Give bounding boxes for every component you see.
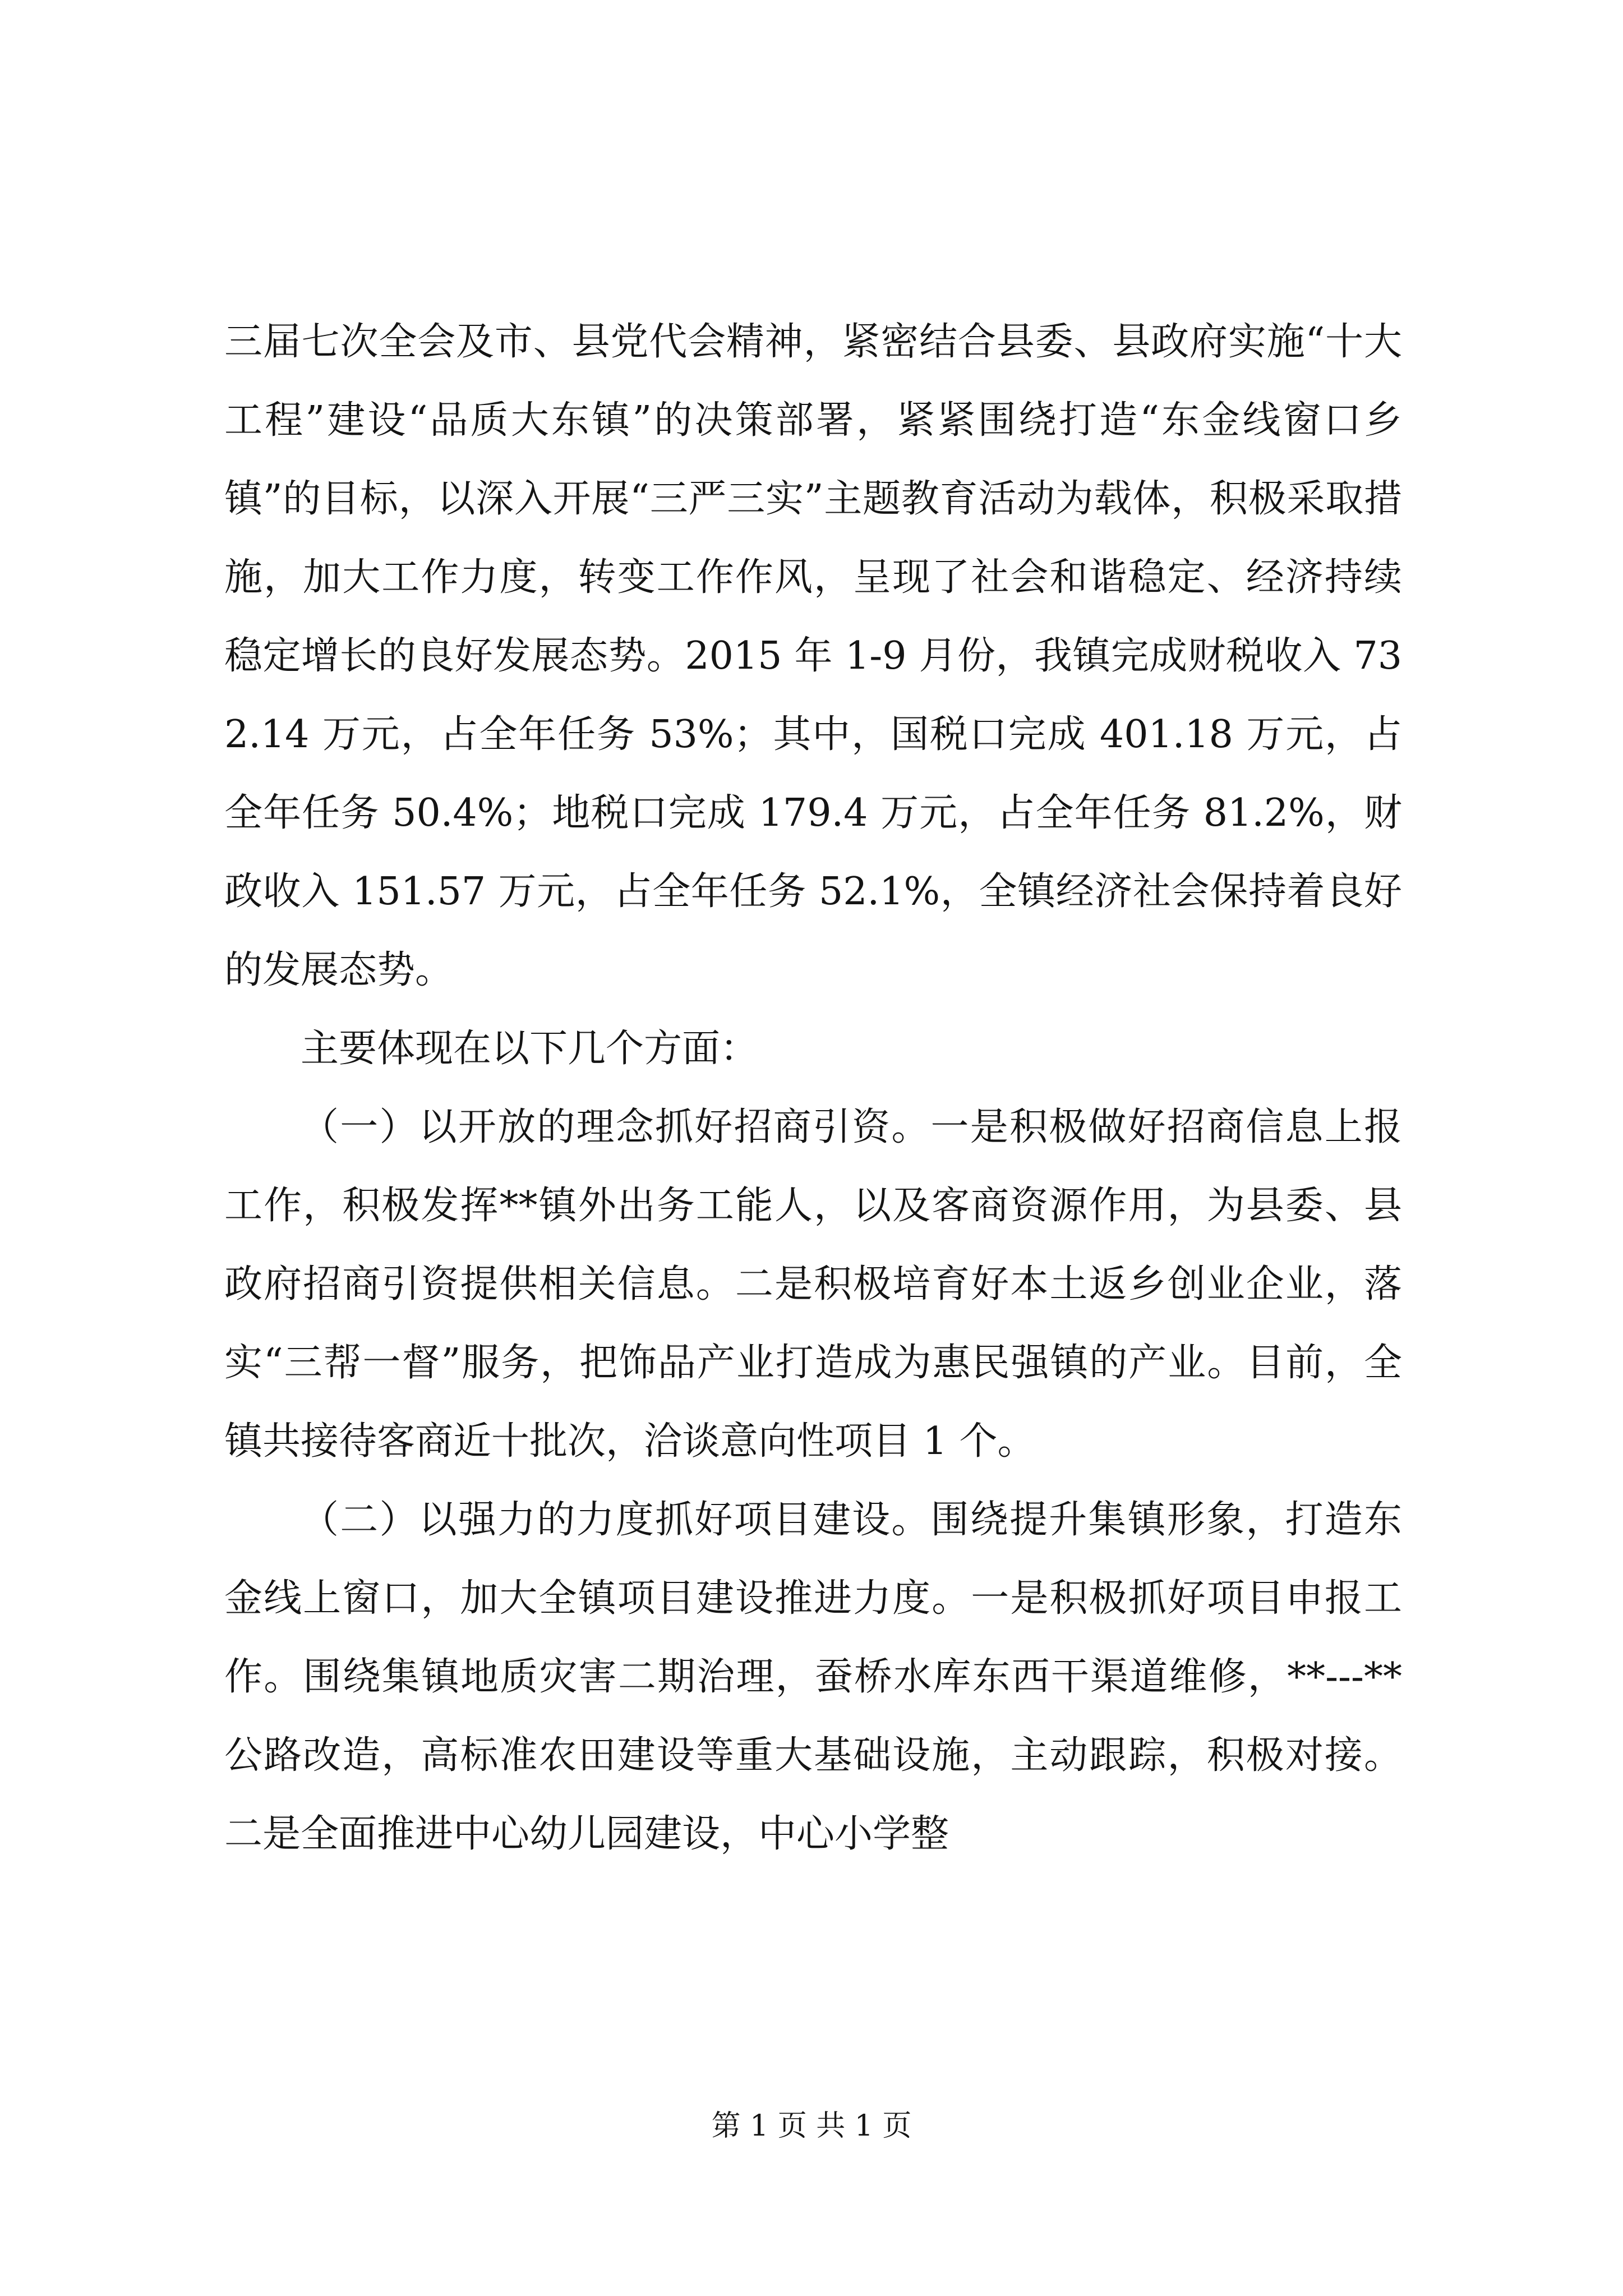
paragraph-section-1: （一）以开放的理念抓好招商引资。一是积极做好招商信息上报工作，积极发挥**镇外出务工能人，以及客商资源作用，为县委、县政府招商引资提供相关信息。二是积极培育好本土返乡创业企业，落实“三帮一督”服务，把饰品产业打造成为惠民强镇的产业。目前，全镇共接待客商近十批次，洽谈意向性项目 1 个。 — [224, 1105, 1402, 1464]
document-body — [224, 303, 1402, 1874]
page-footer: 第 1 页 共 1 页 — [711, 2109, 912, 2143]
paragraph-section-2: （二）以强力的力度抓好项目建设。围绕提升集镇形象，打造东金线上窗口，加大全镇项目建设推进力度。一是积极抓好项目申报工作。围绕集镇地质灾害二期治理，蚕桥水库东西干渠道维修，**---**公路改造，高标准农田建设等重大基础设施，主动跟踪，积极对接。二是全面推进中心幼儿园建设，中心小学整 — [224, 1498, 1402, 1856]
paragraph-continuation: 三届七次全会及市、县党代会精神，紧密结合县委、县政府实施“十大工程”建设“品质大东镇”的决策部署，紧紧围绕打造“东金线窗口乡镇”的目标，以深入开展“三严三实”主题教育活动为载体，积极采取措施，加大工作力度，转变工作作风，呈现了社会和谐稳定、经济持续稳定增长的良好发展态势。2015 年 1-9 月份，我镇完成财税收入 732.14 万元，占全年任务 53%；其中，国税口完成 401.18 万元，占全年任务 50.4%；地税口完成 179.4 万元，占全年任务 81.2%，财政收入 151.57 万元，占全年任务 52.1%，全镇经济社会保持着良好的发展态势。 — [224, 320, 1402, 992]
paragraph-intro: 主要体现在以下几个方面： — [301, 1027, 759, 1071]
